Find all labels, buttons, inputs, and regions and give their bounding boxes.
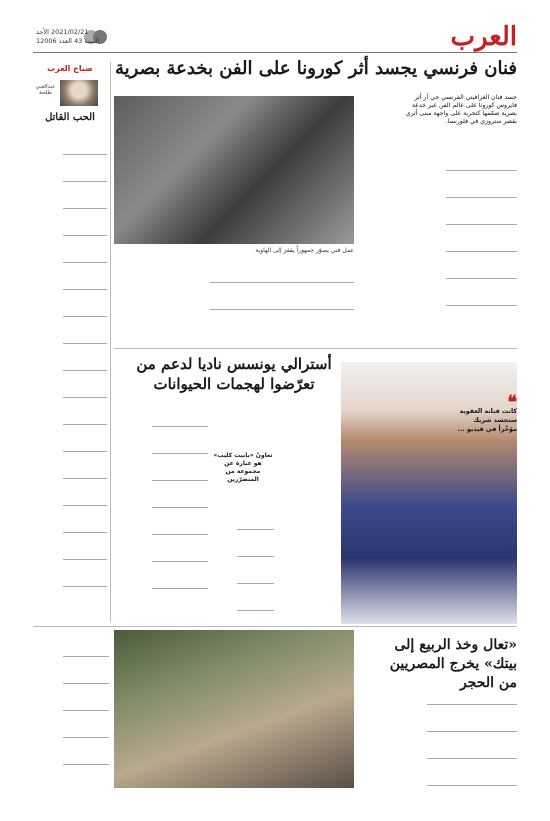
text-line xyxy=(152,561,208,562)
text-line xyxy=(63,559,107,560)
issue-date xyxy=(36,28,99,46)
text-line xyxy=(152,453,208,454)
story4-headline: «تعال وخذ الربيع إلى بيتك» يخرج المصريين من الحجر xyxy=(389,637,517,691)
section-rule xyxy=(114,348,517,349)
column-divider xyxy=(110,62,111,622)
story2-body-col2 xyxy=(212,505,274,622)
text-line xyxy=(63,656,109,657)
text-line xyxy=(152,588,208,589)
text-line xyxy=(446,224,517,225)
story2-headline: أسترالي يونسس ناديا لدعم من تعرّضوا لهجمات الحيوانات xyxy=(136,355,332,393)
text-line xyxy=(63,424,107,425)
text-line xyxy=(237,556,274,557)
author-avatar xyxy=(60,80,98,106)
text-line xyxy=(210,282,354,283)
header-rule xyxy=(33,52,517,53)
text-line xyxy=(427,731,517,732)
text-line xyxy=(237,583,274,584)
text-line xyxy=(446,170,517,171)
text-line xyxy=(63,235,107,236)
text-line xyxy=(152,480,208,481)
text-line xyxy=(63,737,109,738)
top-story-body-col1 xyxy=(399,146,517,341)
story2-body-col1 xyxy=(114,402,208,622)
text-line xyxy=(237,529,274,530)
top-story-body-col2 xyxy=(114,258,354,344)
section-rule-2 xyxy=(33,626,517,627)
column-body-text xyxy=(33,130,107,620)
story4-body xyxy=(367,680,517,800)
column-body-continued xyxy=(33,632,109,802)
text-line xyxy=(63,532,107,533)
text-line xyxy=(63,154,107,155)
text-line xyxy=(63,710,109,711)
text-line xyxy=(152,507,208,508)
top-story-headline: فنان فرنسي يجسد أثر كورونا على الفن بخدعة بصرية xyxy=(115,58,517,79)
text-line xyxy=(63,764,109,765)
text-line xyxy=(63,505,107,506)
top-story-photo xyxy=(114,96,354,244)
story3-quote-text: كانت فنانة العقوبة ستجسد شريك مؤخّراً في فيديو ... xyxy=(457,408,517,433)
text-line xyxy=(210,309,354,310)
pull-quote: تعاونّ «بابيت كليب» هو عبارة عن مجموعة من المتضرّرين xyxy=(213,452,273,483)
text-line xyxy=(63,478,107,479)
top-story-lede: جسد فنان الغرافيتي الفرنسي جي آر أثر فايروس كورونا على عالم الفن عبر خدعة بصرية صمّمها كتجربة على واجهة مبنى أثري بقصر ستروزي في فلورنسا. xyxy=(405,94,517,125)
issue-number-line: السنة 43 العدد 12006 xyxy=(36,37,100,45)
text-line xyxy=(152,426,208,427)
text-line xyxy=(427,704,517,705)
text-line xyxy=(63,289,107,290)
text-line xyxy=(63,181,107,182)
column-title: الحب القاتل xyxy=(45,112,95,123)
issue-date-line: 2021/02/21 الأحد xyxy=(36,28,89,36)
photo-caption: عمل فني يصوّر جمهوراً يقفز إلى الهاوية xyxy=(255,247,354,254)
column-section-label: صباح العرب xyxy=(47,64,93,73)
text-line xyxy=(63,262,107,263)
text-line xyxy=(446,278,517,279)
text-line xyxy=(446,305,517,306)
story3-quote xyxy=(457,392,517,434)
spring-event-photo xyxy=(114,630,354,788)
text-line xyxy=(446,251,517,252)
newspaper-logo: العرب xyxy=(450,22,517,52)
text-line xyxy=(63,370,107,371)
text-line xyxy=(63,451,107,452)
text-line xyxy=(63,316,107,317)
text-line xyxy=(63,208,107,209)
text-line xyxy=(427,758,517,759)
quote-open-icon: ❝ xyxy=(507,392,517,413)
text-line xyxy=(63,683,109,684)
text-line xyxy=(63,586,107,587)
text-line xyxy=(63,343,107,344)
text-line xyxy=(446,197,517,198)
text-line xyxy=(152,534,208,535)
text-line xyxy=(63,397,107,398)
text-line xyxy=(427,785,517,786)
text-line xyxy=(237,610,274,611)
column-author: عبدالغني طلحة xyxy=(35,84,56,96)
